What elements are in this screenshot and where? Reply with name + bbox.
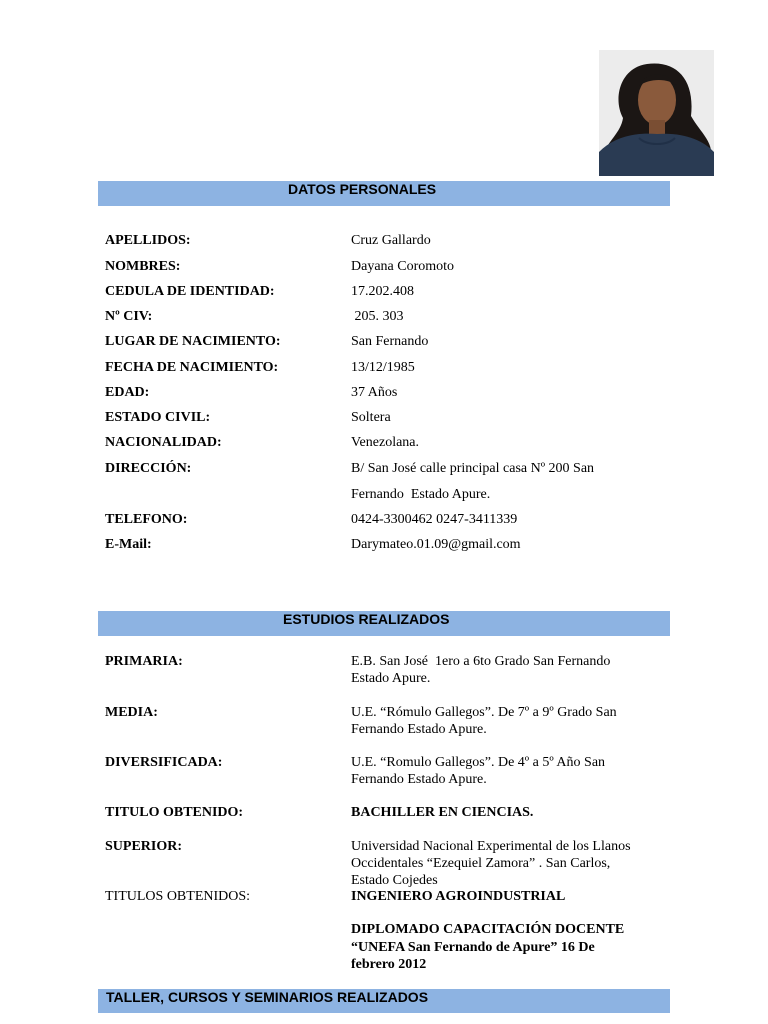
label-civ: Nº CIV: <box>105 309 153 324</box>
label-direccion: DIRECCIÓN: <box>105 461 192 476</box>
value-nacionalidad: Venezolana. <box>351 435 420 450</box>
value-direccion-line2: Fernando Estado Apure. <box>351 487 491 502</box>
value-telefono: 0424-3300462 0247-3411339 <box>351 512 518 527</box>
value-cedula: 17.202.408 <box>351 284 414 299</box>
value-superior-line3: Estado Cojedes <box>351 873 438 888</box>
value-diversificada-line2: Fernando Estado Apure. <box>351 772 487 787</box>
section-title: TALLER, CURSOS Y SEMINARIOS REALIZADOS <box>106 989 429 1005</box>
label-email: E-Mail: <box>105 537 152 552</box>
value-diplomado-line3: febrero 2012 <box>351 957 427 972</box>
value-superior-line2: Occidentales “Ezequiel Zamora” . San Carlos, <box>351 856 611 871</box>
value-superior-line1: Universidad Nacional Experimental de los Llanos <box>351 839 631 854</box>
value-edad: 37 Años <box>351 385 398 400</box>
section-title: ESTUDIOS REALIZADOS <box>283 611 450 627</box>
profile-photo <box>599 50 714 176</box>
value-media-line1: U.E. “Rómulo Gallegos”. De 7º a 9º Grado San <box>351 705 617 720</box>
label-nacionalidad: NACIONALIDAD: <box>105 435 222 450</box>
value-diplomado-line2: “UNEFA San Fernando de Apure” 16 De <box>351 940 595 955</box>
label-cedula: CEDULA DE IDENTIDAD: <box>105 284 275 299</box>
value-titulo-obtenido: BACHILLER EN CIENCIAS. <box>351 805 534 820</box>
label-titulo-obtenido: TITULO OBTENIDO: <box>105 805 244 820</box>
label-fecha-nacimiento: FECHA DE NACIMIENTO: <box>105 360 279 375</box>
label-primaria: PRIMARIA: <box>105 654 183 669</box>
value-diversificada-line1: U.E. “Romulo Gallegos”. De 4º a 5º Año San <box>351 755 606 770</box>
value-nombres: Dayana Coromoto <box>351 259 455 274</box>
label-apellidos: APELLIDOS: <box>105 233 191 248</box>
portrait-image <box>599 50 714 176</box>
label-media: MEDIA: <box>105 705 158 720</box>
section-header-personal <box>98 181 670 206</box>
value-estado-civil: Soltera <box>351 410 391 425</box>
label-titulos-obtenidos: TITULOS OBTENIDOS: <box>105 889 251 904</box>
value-primaria-line2: Estado Apure. <box>351 671 431 686</box>
value-apellidos: Cruz Gallardo <box>351 233 431 248</box>
value-diplomado-line1: DIPLOMADO CAPACITACIÓN DOCENTE <box>351 922 625 937</box>
label-lugar-nacimiento: LUGAR DE NACIMIENTO: <box>105 334 281 349</box>
value-email: Darymateo.01.09@gmail.com <box>351 537 521 552</box>
value-media-line2: Fernando Estado Apure. <box>351 722 487 737</box>
value-direccion-line1: B/ San José calle principal casa Nº 200 San <box>351 461 595 476</box>
value-titulos-obtenidos: INGENIERO AGROINDUSTRIAL <box>351 889 566 904</box>
label-nombres: NOMBRES: <box>105 259 181 274</box>
value-primaria-line1: E.B. San José 1ero a 6to Grado San Fernando <box>351 654 611 669</box>
section-title: DATOS PERSONALES <box>288 181 437 197</box>
value-lugar-nacimiento: San Fernando <box>351 334 429 349</box>
section-header-studies <box>98 611 670 636</box>
value-fecha-nacimiento: 13/12/1985 <box>351 360 415 375</box>
label-telefono: TELEFONO: <box>105 512 188 527</box>
label-edad: EDAD: <box>105 385 150 400</box>
label-superior: SUPERIOR: <box>105 839 183 854</box>
value-civ: 205. 303 <box>351 309 404 324</box>
section-header-courses <box>98 989 670 1013</box>
label-diversificada: DIVERSIFICADA: <box>105 755 223 770</box>
label-estado-civil: ESTADO CIVIL: <box>105 410 211 425</box>
